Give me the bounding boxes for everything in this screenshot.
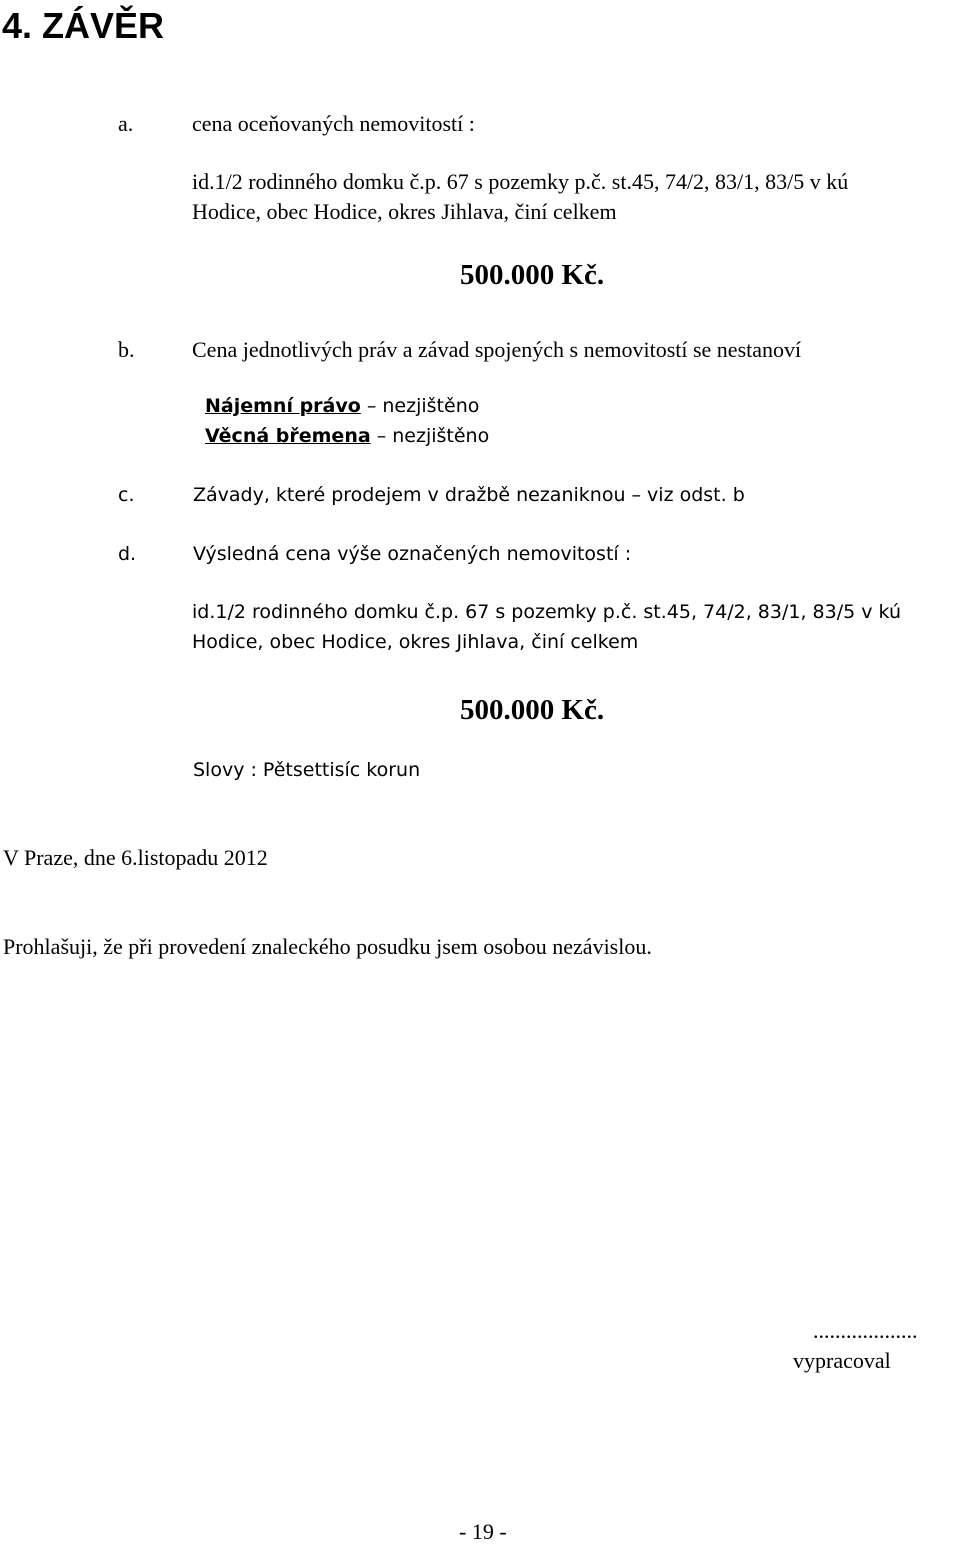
section-a-title: cena oceňovaných nemovitostí : (192, 111, 475, 136)
section-d-line2: Hodice, obec Hodice, okres Jihlava, činí celkem (192, 631, 639, 653)
right-value: – nezjištěno (370, 425, 490, 447)
section-a-line2: Hodice, obec Hodice, okres Jihlava, činí celkem (192, 199, 617, 224)
right-row (205, 427, 489, 446)
right-row (205, 397, 479, 416)
section-d-letter: d. (118, 543, 137, 565)
section-b-title: Cena jednotlivých práv a závad spojených s nemovitostí se nestanoví (192, 337, 802, 362)
right-label: Nájemní právo (205, 395, 361, 417)
place-date: V Praze, dne 6.listopadu 2012 (3, 845, 268, 870)
right-label: Věcná břemena (205, 425, 371, 447)
section-c-title: Závady, které prodejem v dražbě nezaniknou – viz odst. b (193, 484, 745, 506)
section-c-letter: c. (118, 484, 135, 506)
right-value: – nezjištěno (360, 395, 480, 417)
price-in-words: Slovy : Pětsettisíc korun (193, 759, 421, 781)
page-title: 4. ZÁVĚR (2, 5, 165, 46)
signature-label: vypracoval (793, 1348, 891, 1373)
page-number: - 19 - (459, 1519, 507, 1544)
section-b-letter: b. (118, 337, 135, 362)
section-a-price: 500.000 Kč. (460, 259, 605, 291)
section-d-price: 500.000 Kč. (460, 694, 605, 726)
section-a-letter: a. (118, 111, 134, 136)
signature-dots: ................... (813, 1318, 918, 1343)
declaration: Prohlašuji, že při provedení znaleckého posudku jsem osobou nezávislou. (3, 934, 652, 959)
section-d-title: Výsledná cena výše označených nemovitostí : (193, 543, 632, 565)
section-a-line1: id.1/2 rodinného domku č.p. 67 s pozemky p.č. st.45, 74/2, 83/1, 83/5 v kú (192, 169, 849, 194)
section-d-line1: id.1/2 rodinného domku č.p. 67 s pozemky p.č. st.45, 74/2, 83/1, 83/5 v kú (192, 601, 901, 623)
